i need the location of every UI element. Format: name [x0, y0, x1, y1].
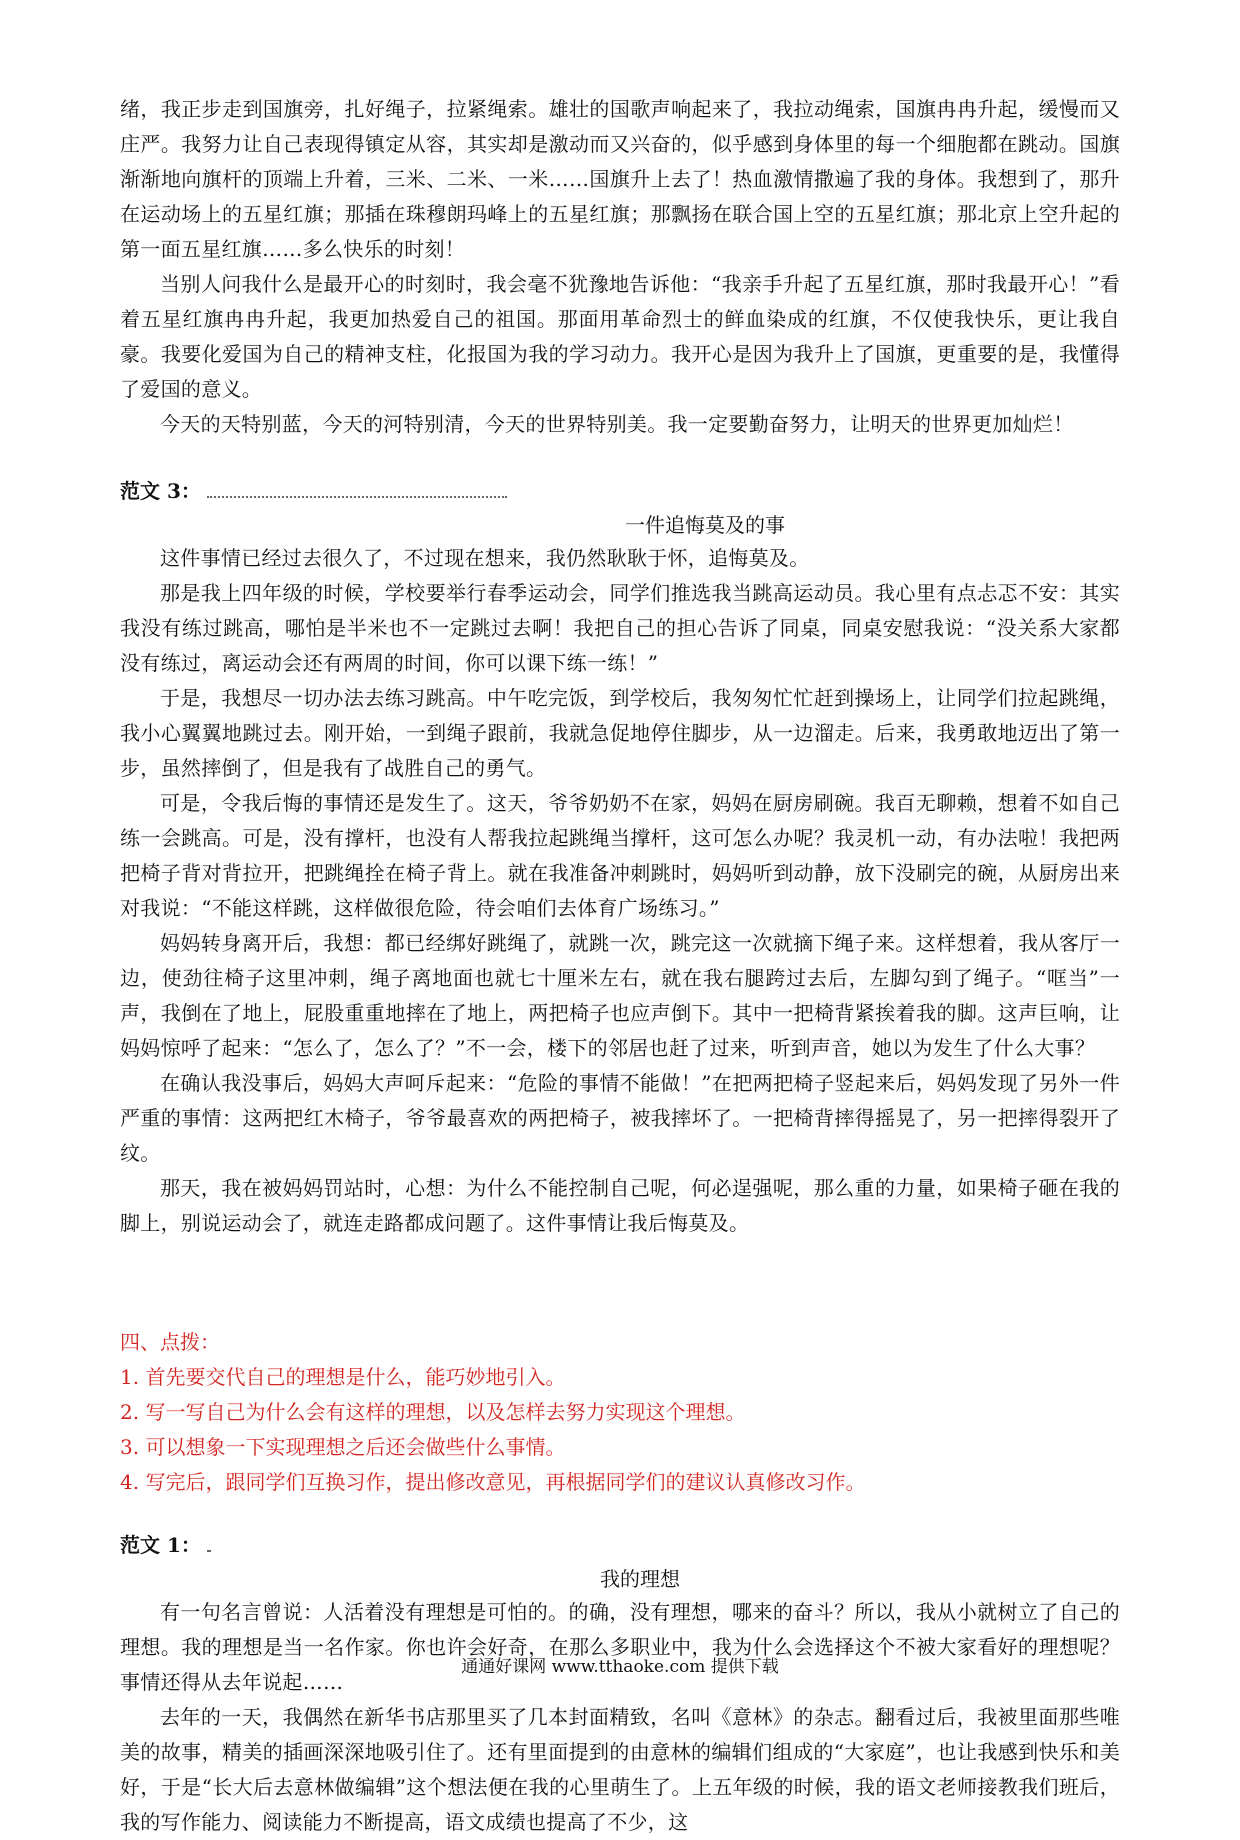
essay-label-row	[120, 1528, 1120, 1563]
paragraph: 有一句名言曾说：人活着没有理想是可怕的。的确，没有理想，哪来的奋斗？所以，我从小就树立了自己的理想。我的理想是当一名作家。你也许会好奇，在那么多职业中，我为什么会选择这个不被大家看好的理想呢？事情还得从去年说起……	[120, 1600, 1120, 1694]
continued-essay	[120, 92, 1120, 442]
essay-1	[120, 1528, 1120, 1840]
tips-heading: 四、点拨：	[120, 1330, 220, 1354]
paragraph: 于是，我想尽一切办法去练习跳高。中午吃完饭，到学校后，我匆匆忙忙赶到操场上，让同学们拉起跳绳，我小心翼翼地跳过去。刚开始，一到绳子跟前，我就急促地停住脚步，从一边溜走。后来，我勇敢地迈出了第一步，虽然摔倒了，但是我有了战胜自己的勇气。	[120, 686, 1120, 780]
tip-item: 1. 首先要交代自己的理想是什么，能巧妙地引入。	[120, 1365, 566, 1389]
essay-3	[120, 474, 1120, 1241]
paragraph: 那天，我在被妈妈罚站时，心想：为什么不能控制自己呢，何必逞强呢，那么重的力量，如果椅子砸在我的脚上，别说运动会了，就连走路都成问题了。这件事情让我后悔莫及。	[120, 1176, 1120, 1235]
tips-section	[120, 1325, 1120, 1500]
essay-label: 范文 3：	[120, 479, 201, 503]
tip-item: 3. 可以想象一下实现理想之后还会做些什么事情。	[120, 1435, 566, 1459]
paragraph: 绪，我正步走到国旗旁，扎好绳子，拉紧绳索。雄壮的国歌声响起来了，我拉动绳索，国旗冉冉升起，缓慢而又庄严。我努力让自己表现得镇定从容，其实却是激动而又兴奋的，似乎感到身体里的每一个细胞都在跳动。国旗渐渐地向旗杆的顶端上升着，三米、二米、一米……国旗升上去了！热血激情撒遍了我的身体。我想到了，那升在运动场上的五星红旗；那插在珠穆朗玛峰上的五星红旗；那飘扬在联合国上空的五星红旗；那北京上空升起的第一面五星红旗……多么快乐的时刻！	[120, 97, 1120, 261]
document-page	[120, 92, 1120, 1840]
dotted-line	[207, 482, 507, 498]
essay-label: 范文 1：	[120, 1533, 201, 1557]
paragraph: 可是，令我后悔的事情还是发生了。这天，爷爷奶奶不在家，妈妈在厨房刷碗。我百无聊赖，想着不如自己练一会跳高。可是，没有撑杆，也没有人帮我拉起跳绳当撑杆，这可怎么办呢？我灵机一动，有办法啦！我把两把椅子背对背拉开，把跳绳拴在椅子背上。就在我准备冲刺跳时，妈妈听到动静，放下没刷完的碗，从厨房出来对我说：“不能这样跳，这样做很危险，待会咱们去体育广场练习。”	[120, 791, 1120, 920]
tip-item: 2. 写一写自己为什么会有这样的理想，以及怎样去努力实现这个理想。	[120, 1400, 746, 1424]
essay-label-row	[120, 474, 1120, 509]
dotted-line	[207, 1536, 211, 1552]
paragraph: 今天的天特别蓝，今天的河特别清，今天的世界特别美。我一定要勤奋努力，让明天的世界更加灿烂！	[160, 412, 1074, 436]
page-footer: 通通好课网 www.tthaoke.com 提供下载	[461, 1657, 779, 1677]
paragraph: 当别人问我什么是最开心的时刻时，我会毫不犹豫地告诉他：“我亲手升起了五星红旗，那时我最开心！”看着五星红旗冉冉升起，我更加热爱自己的祖国。那面用革命烈士的鲜血染成的红旗，不仅使我快乐，更让我自豪。我要化爱国为自己的精神支柱，化报国为我的学习动力。我开心是因为我升上了国旗，更重要的是，我懂得了爱国的意义。	[120, 272, 1120, 401]
paragraph: 在确认我没事后，妈妈大声呵斥起来：“危险的事情不能做！”在把两把椅子竖起来后，妈妈发现了另外一件严重的事情：这两把红木椅子，爷爷最喜欢的两把椅子，被我摔坏了。一把椅背摔得摇晃了，另一把摔得裂开了纹。	[120, 1071, 1120, 1165]
essay-title: 一件追悔莫及的事	[625, 513, 785, 537]
tip-item: 4. 写完后，跟同学们互换习作，提出修改意见，再根据同学们的建议认真修改习作。	[120, 1470, 866, 1494]
paragraph: 这件事情已经过去很久了，不过现在想来，我仍然耿耿于怀，追悔莫及。	[160, 546, 810, 570]
paragraph: 去年的一天，我偶然在新华书店那里买了几本封面精致，名叫《意林》的杂志。翻看过后，我被里面那些唯美的故事，精美的插画深深地吸引住了。还有里面提到的由意林的编辑们组成的“大家庭”，也让我感到快乐和美好，于是“长大后去意林做编辑”这个想法便在我的心里萌生了。上五年级的时候，我的语文老师接教我们班后，我的写作能力、阅读能力不断提高，语文成绩也提高了不少，这	[120, 1705, 1120, 1834]
paragraph: 那是我上四年级的时候，学校要举行春季运动会，同学们推选我当跳高运动员。我心里有点忐忑不安：其实我没有练过跳高，哪怕是半米也不一定跳过去啊！我把自己的担心告诉了同桌，同桌安慰我说：“没关系大家都没有练过，离运动会还有两周的时间，你可以课下练一练！”	[120, 581, 1120, 675]
essay-title: 我的理想	[600, 1567, 680, 1591]
paragraph: 妈妈转身离开后，我想：都已经绑好跳绳了，就跳一次，跳完这一次就摘下绳子来。这样想着，我从客厅一边，使劲往椅子这里冲刺，绳子离地面也就七十厘米左右，就在我右腿跨过去后，左脚勾到了绳子。“哐当”一声，我倒在了地上，屁股重重地摔在了地上，两把椅子也应声倒下。其中一把椅背紧挨着我的脚。这声巨响，让妈妈惊呼了起来：“怎么了，怎么了？”不一会，楼下的邻居也赶了过来，听到声音，她以为发生了什么大事？	[120, 931, 1120, 1060]
